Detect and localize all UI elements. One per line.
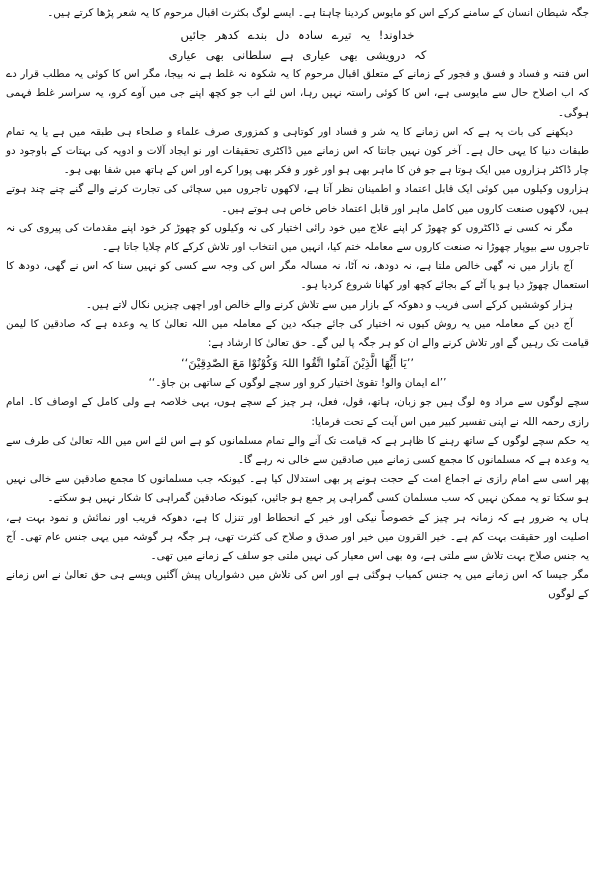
paragraph-5: آج بازار میں نہ گھی خالص ملتا ہے، نہ دودھ، نہ آٹا، نہ مسالہ مگر اس کی وجہ سے کسی کو نہیں سنا کہ اس نے گھی، دودھ کا استعمال چھوڑ دیا ہو یا آٹے کے بجائے کچھ اور کھانا شروع کردیا ہو۔ xyxy=(6,260,589,292)
paragraph-9: یہ حکم سچے لوگوں کے ساتھ رہنے کا ظاہر ہے کہ قیامت تک آنے والے تمام مسلمانوں کو ہے اس لئے اس میں اللہ تعالیٰ کی طرف سے یہ وعدہ ہے کہ مسلمانوں کا مجمع کسی زمانے میں صادقین سے خالی نہ رہے گا۔ xyxy=(6,434,589,467)
paragraph-8: سچے لوگوں سے مراد وہ لوگ ہیں جو زبان، ہاتھ، قول، فعل، ہر چیز کے سچے ہوں، یہی خلاصہ ہے ولی کامل کے اوصاف کا۔ امام رازی رحمہ اللہ نے اپنی تفسیر کبیر میں اس آیت کے تحت فرمایا: xyxy=(6,396,589,428)
paragraph-12: مگر جیسا کہ اس زمانے میں یہ جنس کمیاب ہوگئی ہے اور اس کی تلاش میں دشواریاں پیش آگئیں ویسے ہی حق تعالیٰ نے اس زمانے کے لوگوں xyxy=(6,569,589,601)
paragraph-4: مگر نہ کسی نے ڈاکٹروں کو چھوڑ کر اپنے علاج میں خود رائی اختیار کی نہ وکیلوں کو چھوڑ کر خود اپنے مقدمات کی پیروی کی نہ تاجروں سے بیوپار چھوڑا نہ صنعت کاروں سے معاملہ ختم کیا، انہیں میں انتخاب اور تلاش کرکے کام چلایا جاتا ہے۔ xyxy=(6,221,589,254)
paragraph-10: پھر اسی سے امام رازی نے اجماع امت کے حجت ہونے پر بھی استدلال کیا ہے۔ کیونکہ جب مسلمانوں کا مجمع صادقین سے خالی نہیں ہو سکتا تو یہ ممکن نہیں کہ سب مسلمان کسی گمراہی پر جمع ہو جائیں، کیونکہ صادقین گمراہی کا شکار نہیں ہو سکتے۔ xyxy=(6,473,589,505)
paragraph-2: دیکھنے کی بات یہ ہے کہ اس زمانے کا یہ شر و فساد اور کوتاہی و کمزوری صرف علماء و صلحاء ہی طبقہ میں ہے یا یہ تمام طبقات دنیا کا یہی حال ہے۔ آخر کون نہیں جانتا کہ اس زمانے میں ڈاکٹری تحقیقات اور نو ایجاد آلات و ادویہ کی بہتات کے باوجود دو چار ڈاکٹر ہزاروں میں ایک ہوتا ہے جو فن کا ماہر بھی ہو اور غور و فکر بھی پورا کرے اور اس کے ہاتھ میں شفا بھی ہو۔ xyxy=(6,125,589,177)
paragraph-3: ہزاروں وکیلوں میں کوئی ایک قابل اعتماد و اطمینان نظر آتا ہے، لاکھوں تاجروں میں سچائی کی تجارت کرنے والے گنے چنے چند ہوتے ہیں، لاکھوں صنعت کاروں میں کامل ماہر اور قابل اعتماد خاص خاص ہی ہوتے ہیں۔ xyxy=(6,183,589,215)
paragraph-7: آج دین کے معاملہ میں یہ روش کیوں نہ اختیار کی جائے جبکہ دین کے معاملہ میں اللہ تعالیٰ کا یہ وعدہ ہے کہ صادقین کا لیمن قیامت تک رہیں گے اور تلاش کرنے والے ان کو ہر جگہ پا لیں گے۔ حق تعالیٰ کا ارشاد ہے: xyxy=(6,317,589,350)
couplet-line-2: کہ درویشی بھی عیاری ہے سلطانی بھی عیاری xyxy=(168,48,427,63)
paragraph-1: اس فتنہ و فساد و فسق و فجور کے زمانے کے متعلق اقبال مرحوم کا یہ شکوہ نہ غلط ہے نہ بیجا، مگر اس کا کوئی یہ مطلب قرار دے کہ اب اصلاح حال سے مایوسی ہے، اس کا کوئی راستہ نہیں رہا، اس لئے اب جو کچھ اپنے جی میں آوے کرو، یہ سراسر غلط فہمی ہوگی۔ xyxy=(6,68,589,119)
quran-verse: ’’یَا أَیُّھَا الَّذِیْنَ آمَنُوا اتَّقُوا اللہَ وَکُوْنُوْا مَعَ الصّٰدِقِیْنَ‘‘ xyxy=(180,356,415,371)
intro-paragraph: جگہ شیطان انسان کے سامنے کرکے اس کو مایوس کردینا چاہتا ہے۔ ایسے لوگ بکثرت اقبال مرحوم کا یہ شعر پڑھا کرتے ہیں۔ xyxy=(47,7,589,19)
paragraph-11: ہاں یہ ضرور ہے کہ زمانہ ہر چیز کے خصوصاً نیکی اور خیر کے انحطاط اور تنزل کا ہے، دھوکہ فریب اور نمائش و نمود بہت ہے، اصلیت اور حقیقت بہت کم ہے۔ خیر القرون میں خیر اور صدق و صلاح کی کثرت تھی، ہر جگہ ہر گوشہ میں یہی جنس عام تھی۔ آج یہ جنس صلاح بہت تلاش سے ملتی ہے، وہ بھی اس معیار کی نہیں ملتی جو سلف کے زمانے میں تھی۔ xyxy=(6,511,589,563)
couplet-line-1: خداوند! یہ تیرے سادہ دل بندے کدھر جائیں xyxy=(180,28,415,43)
paragraph-6: ہزار کوششیں کرکے اسی فریب و دھوکہ کے بازار میں سے تلاش کرنے والے خالص اور اچھی چیزیں نکال لاتے ہیں۔ xyxy=(85,298,573,311)
iqbal-couplet xyxy=(6,25,589,65)
quran-translation: ’’اے ایمان والو! تقویٰ اختیار کرو اور سچے لوگوں کے ساتھی بن جاؤ۔‘‘ xyxy=(148,377,447,390)
